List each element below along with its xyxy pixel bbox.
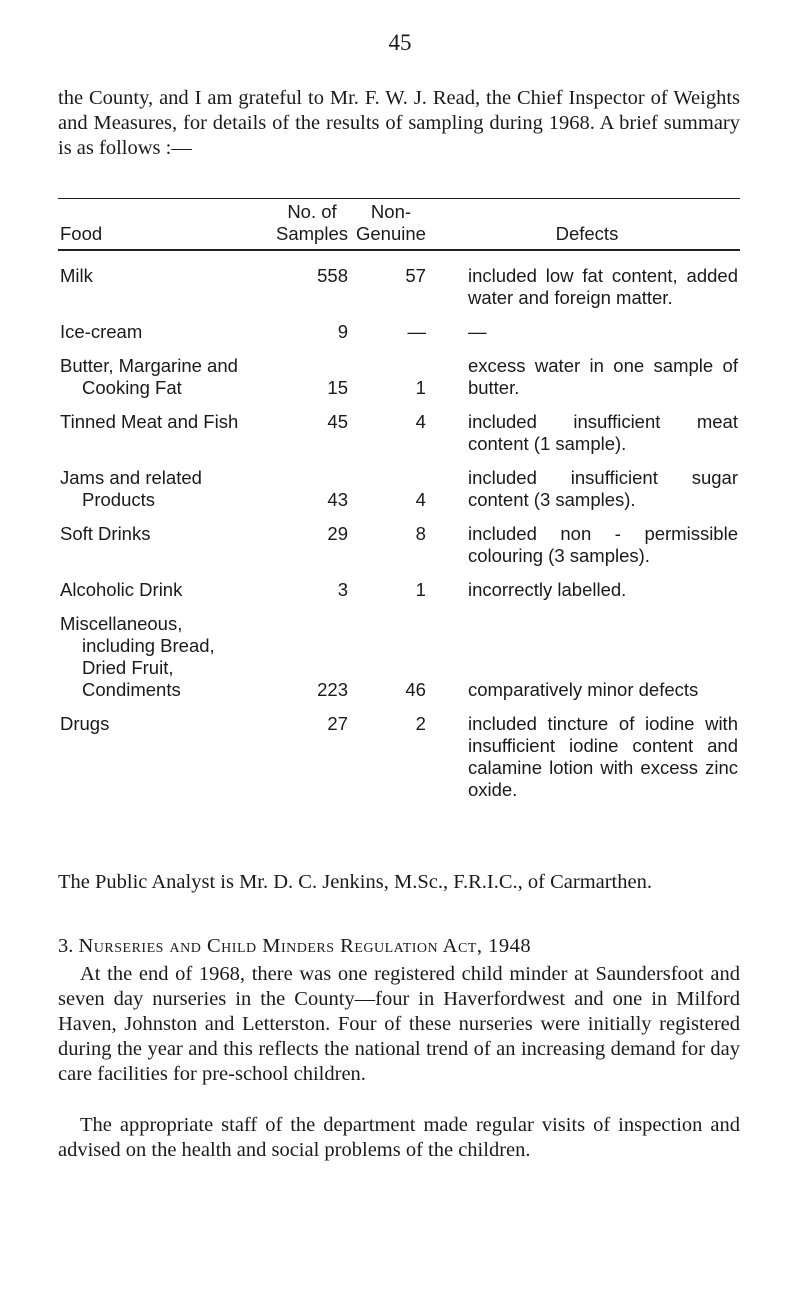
cell-samples: 27 — [327, 713, 348, 734]
cell-non-genuine: 1 — [415, 579, 426, 600]
cell-non-genuine: 8 — [415, 523, 426, 544]
cell-samples: 9 — [337, 321, 348, 342]
cell-non-genuine: 1 — [415, 377, 426, 398]
cell-defects: comparatively minor defects — [467, 679, 699, 700]
cell-food: Drugs — [60, 713, 110, 734]
table-header-row — [58, 199, 740, 251]
cell-non-genuine: 2 — [415, 713, 426, 734]
intro-paragraph: the County, and I am grateful to Mr. F. W. J. Read, the Chief Inspector of Weights and Measures, for details of the results of sampling during 1968. A brief summary is as follows :— — [58, 87, 740, 159]
table-row — [58, 467, 740, 523]
cell-defects: incorrectly labelled. — [467, 579, 627, 600]
cell-non-genuine: 4 — [415, 489, 426, 510]
cell-non-genuine: — — [407, 321, 426, 342]
cell-samples: 45 — [327, 411, 348, 432]
section-title: Nurseries and Child Minders Regulation Act, 1948 — [78, 935, 532, 957]
cell-food: Soft Drinks — [60, 523, 151, 544]
cell-food: Jams and related Products — [60, 467, 202, 510]
table-row — [58, 355, 740, 411]
table-row — [58, 523, 740, 579]
cell-food: Alcoholic Drink — [60, 579, 183, 600]
cell-food: Butter, Margarine and Cooking Fat — [60, 355, 238, 398]
cell-samples: 558 — [317, 265, 348, 286]
sampling-summary-table — [58, 198, 740, 813]
cell-defects: included low fat content, added water and foreign matter. — [467, 265, 738, 308]
page-number: 45 — [388, 30, 412, 55]
staff-paragraph: The appropriate staff of the department made regular visits of inspection and advised on the health and social problems of the children. — [58, 1114, 740, 1161]
cell-samples: 29 — [327, 523, 348, 544]
header-non-genuine: Non- Genuine — [354, 199, 434, 251]
cell-non-genuine: 57 — [405, 265, 426, 286]
cell-samples: 3 — [337, 579, 348, 600]
cell-non-genuine: 46 — [405, 679, 426, 700]
cell-samples: 223 — [317, 679, 348, 700]
table-row — [58, 321, 740, 355]
header-samples: No. of Samples — [274, 199, 354, 251]
cell-non-genuine: 4 — [415, 411, 426, 432]
cell-food: Tinned Meat and Fish — [60, 411, 239, 432]
cell-defects: excess water in one sample of butter. — [467, 355, 738, 398]
header-food: Food — [58, 199, 274, 251]
cell-samples: 43 — [327, 489, 348, 510]
table-row — [58, 613, 740, 713]
nurseries-paragraph: At the end of 1968, there was one registered child minder at Saundersfoot and seven day nurseries in the County—four in Haverfordwest and one in Milford Haven, Johnston and Letterston. Four of these nurseries were initially registered during the year and this reflects the national trend of an increasing demand for day care facilities for pre-school children. — [58, 963, 740, 1085]
cell-defects: included tincture of iodine with insufficient iodine content and calamine lotion with excess zinc oxide. — [467, 713, 738, 800]
cell-defects: included insufficient sugar content (3 samples). — [467, 467, 738, 510]
cell-food: Miscellaneous, including Bread, Dried Fruit, Condiments — [60, 613, 215, 700]
table-row — [58, 579, 740, 613]
cell-samples: 15 — [327, 377, 348, 398]
table-row — [58, 250, 740, 321]
table-row — [58, 411, 740, 467]
cell-food: Milk — [60, 265, 93, 286]
public-analyst-paragraph: The Public Analyst is Mr. D. C. Jenkins, M.Sc., F.R.I.C., of Carmarthen. — [58, 871, 652, 893]
cell-food: Ice-cream — [60, 321, 143, 342]
cell-defects: — — [467, 321, 487, 342]
section-number: 3. — [58, 935, 74, 957]
section-heading — [58, 934, 740, 959]
cell-defects: included insufficient meat content (1 sample). — [467, 411, 738, 454]
cell-defects: included non - permissible colouring (3 samples). — [467, 523, 738, 566]
header-defects: Defects — [434, 199, 740, 251]
table-row — [58, 713, 740, 813]
